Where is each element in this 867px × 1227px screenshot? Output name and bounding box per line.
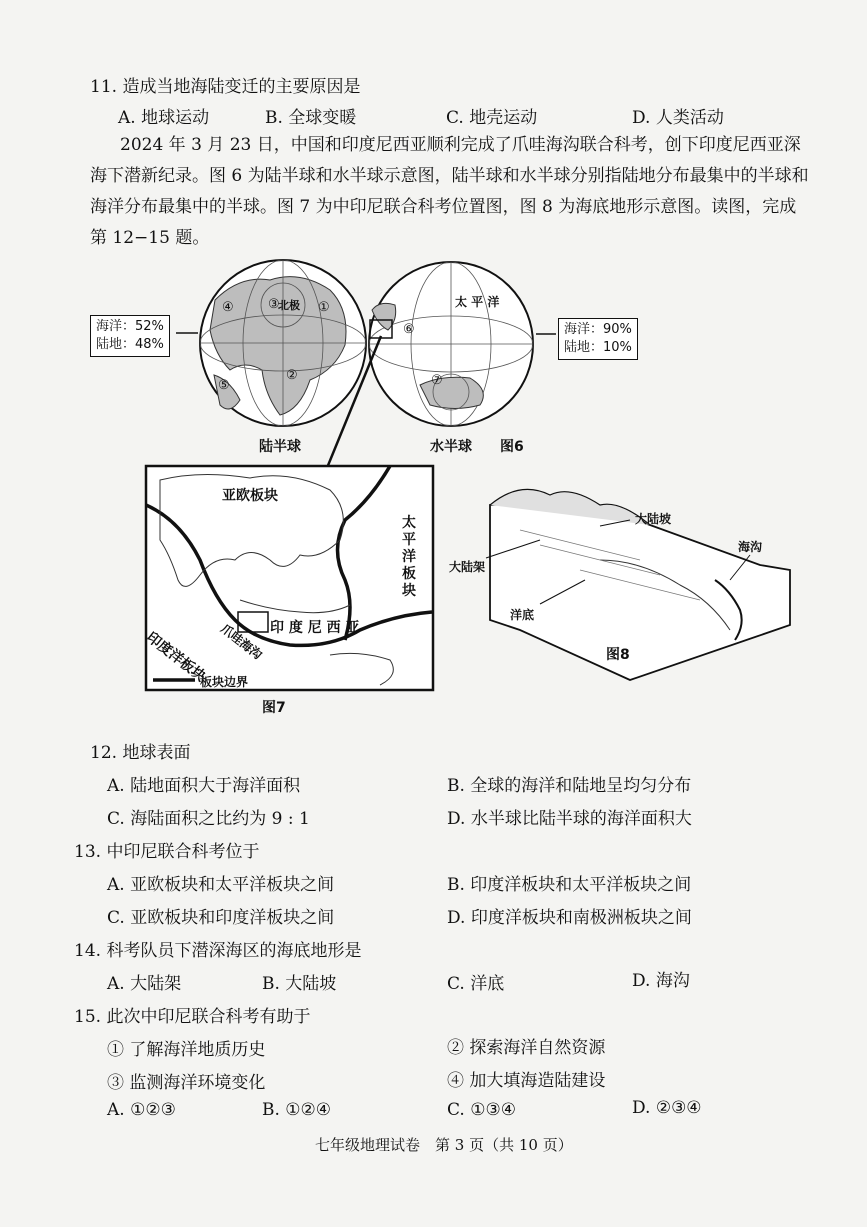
q12-option-b: B. 全球的海洋和陆地呈均匀分布	[447, 776, 692, 796]
q11-option-a: A. 地球运动	[118, 108, 210, 128]
q11-option-d: D. 人类活动	[632, 108, 724, 128]
indonesia-label: 印 度 尼 西 亚	[270, 620, 360, 636]
marker-2: ②	[286, 368, 298, 383]
q12-option-c: C. 海陆面积之比约为 9 : 1	[107, 809, 310, 829]
q15-item-1: ① 了解海洋地质历史	[107, 1040, 266, 1060]
q11-option-c: C. 地壳运动	[446, 108, 538, 128]
fig8-label: 图8	[606, 647, 630, 663]
q15-item-3: ③ 监测海洋环境变化	[107, 1073, 266, 1093]
intro-paragraph: 2024 年 3 月 23 日，中国和印度尼西亚顺利完成了爪哇海沟联合科考，创下印度尼西亚深海下潜新纪录。图 6 为陆半球和水半球示意图，陆半球和水半球分别指陆地分布最集中的半球和海洋分布最集中的半球。图 7 为中印尼联合科考位置图，图 8 为海底地形示意图。读图，完成第 12−15 题。	[90, 135, 809, 248]
q12-option-d: D. 水半球比陆半球的海洋面积大	[447, 809, 692, 829]
q15-item-4: ④ 加大填海造陆建设	[447, 1071, 606, 1091]
marker-6: ⑥	[403, 322, 415, 337]
q14-option-a: A. 大陆架	[107, 974, 182, 994]
q13-option-a: A. 亚欧板块和太平洋板块之间	[107, 875, 335, 895]
north-pole-label: 北极	[278, 299, 300, 312]
land-hemisphere-ocean-pct: 海洋：52%	[96, 319, 164, 334]
question-13-stem: 13. 中印尼联合科考位于	[74, 842, 260, 862]
q14-option-b: B. 大陆坡	[262, 974, 337, 994]
question-15-stem: 15. 此次中印尼联合科考有助于	[74, 1007, 311, 1027]
land-hemisphere-land-pct: 陆地：48%	[96, 337, 164, 352]
plate-boundary-legend: 板块边界	[200, 675, 249, 689]
continental-shelf-label: 大陆架	[449, 560, 486, 574]
q14-option-c: C. 洋底	[447, 974, 505, 994]
fig7-label: 图7	[262, 700, 286, 716]
marker-5: ⑤	[218, 378, 230, 393]
q14-option-d: D. 海沟	[632, 971, 690, 991]
marker-3: ③	[268, 297, 280, 312]
q15-option-c: C. ①③④	[447, 1100, 516, 1120]
marker-1: ①	[318, 300, 330, 315]
q11-option-b: B. 全球变暖	[265, 108, 357, 128]
land-hemisphere-globe	[200, 260, 366, 426]
question-11-stem: 11. 造成当地海陆变迁的主要原因是	[90, 77, 361, 97]
water-hemisphere-globe	[369, 262, 533, 426]
marker-4: ④	[222, 300, 234, 315]
eurasian-plate-label: 亚欧板块	[222, 488, 278, 504]
ocean-floor-label: 洋底	[510, 608, 535, 622]
marker-7: ⑦	[431, 373, 443, 388]
water-hemisphere-ocean-pct: 海洋：90%	[564, 322, 632, 337]
q15-option-a: A. ①②③	[107, 1100, 176, 1120]
q13-option-b: B. 印度洋板块和太平洋板块之间	[447, 875, 692, 895]
q15-option-d: D. ②③④	[632, 1098, 702, 1118]
q15-item-2: ② 探索海洋自然资源	[447, 1038, 606, 1058]
fig6-label: 图6	[500, 439, 524, 455]
land-hemisphere-label: 陆半球	[259, 439, 301, 455]
q13-option-c: C. 亚欧板块和印度洋板块之间	[107, 908, 335, 928]
question-14-stem: 14. 科考队员下潜深海区的海底地形是	[74, 941, 362, 961]
q15-option-b: B. ①②④	[262, 1100, 332, 1120]
q13-option-d: D. 印度洋板块和南极洲板块之间	[447, 908, 692, 928]
water-hemisphere-land-pct: 陆地：10%	[564, 340, 632, 355]
question-12-stem: 12. 地球表面	[90, 743, 191, 763]
java-trench-label: 爪哇海沟	[218, 621, 265, 663]
pacific-plate-label: 太平洋板块	[402, 515, 416, 599]
page-footer: 七年级地理试卷 第 3 页（共 10 页）	[315, 1136, 573, 1154]
water-hemisphere-label: 水半球	[430, 439, 472, 455]
pacific-ocean-label: 太 平 洋	[455, 295, 500, 309]
indian-plate-label: 印度洋板块	[143, 629, 209, 686]
trench-label: 海沟	[738, 540, 763, 554]
q12-option-a: A. 陆地面积大于海洋面积	[107, 776, 301, 796]
continental-slope-label: 大陆坡	[635, 512, 672, 526]
